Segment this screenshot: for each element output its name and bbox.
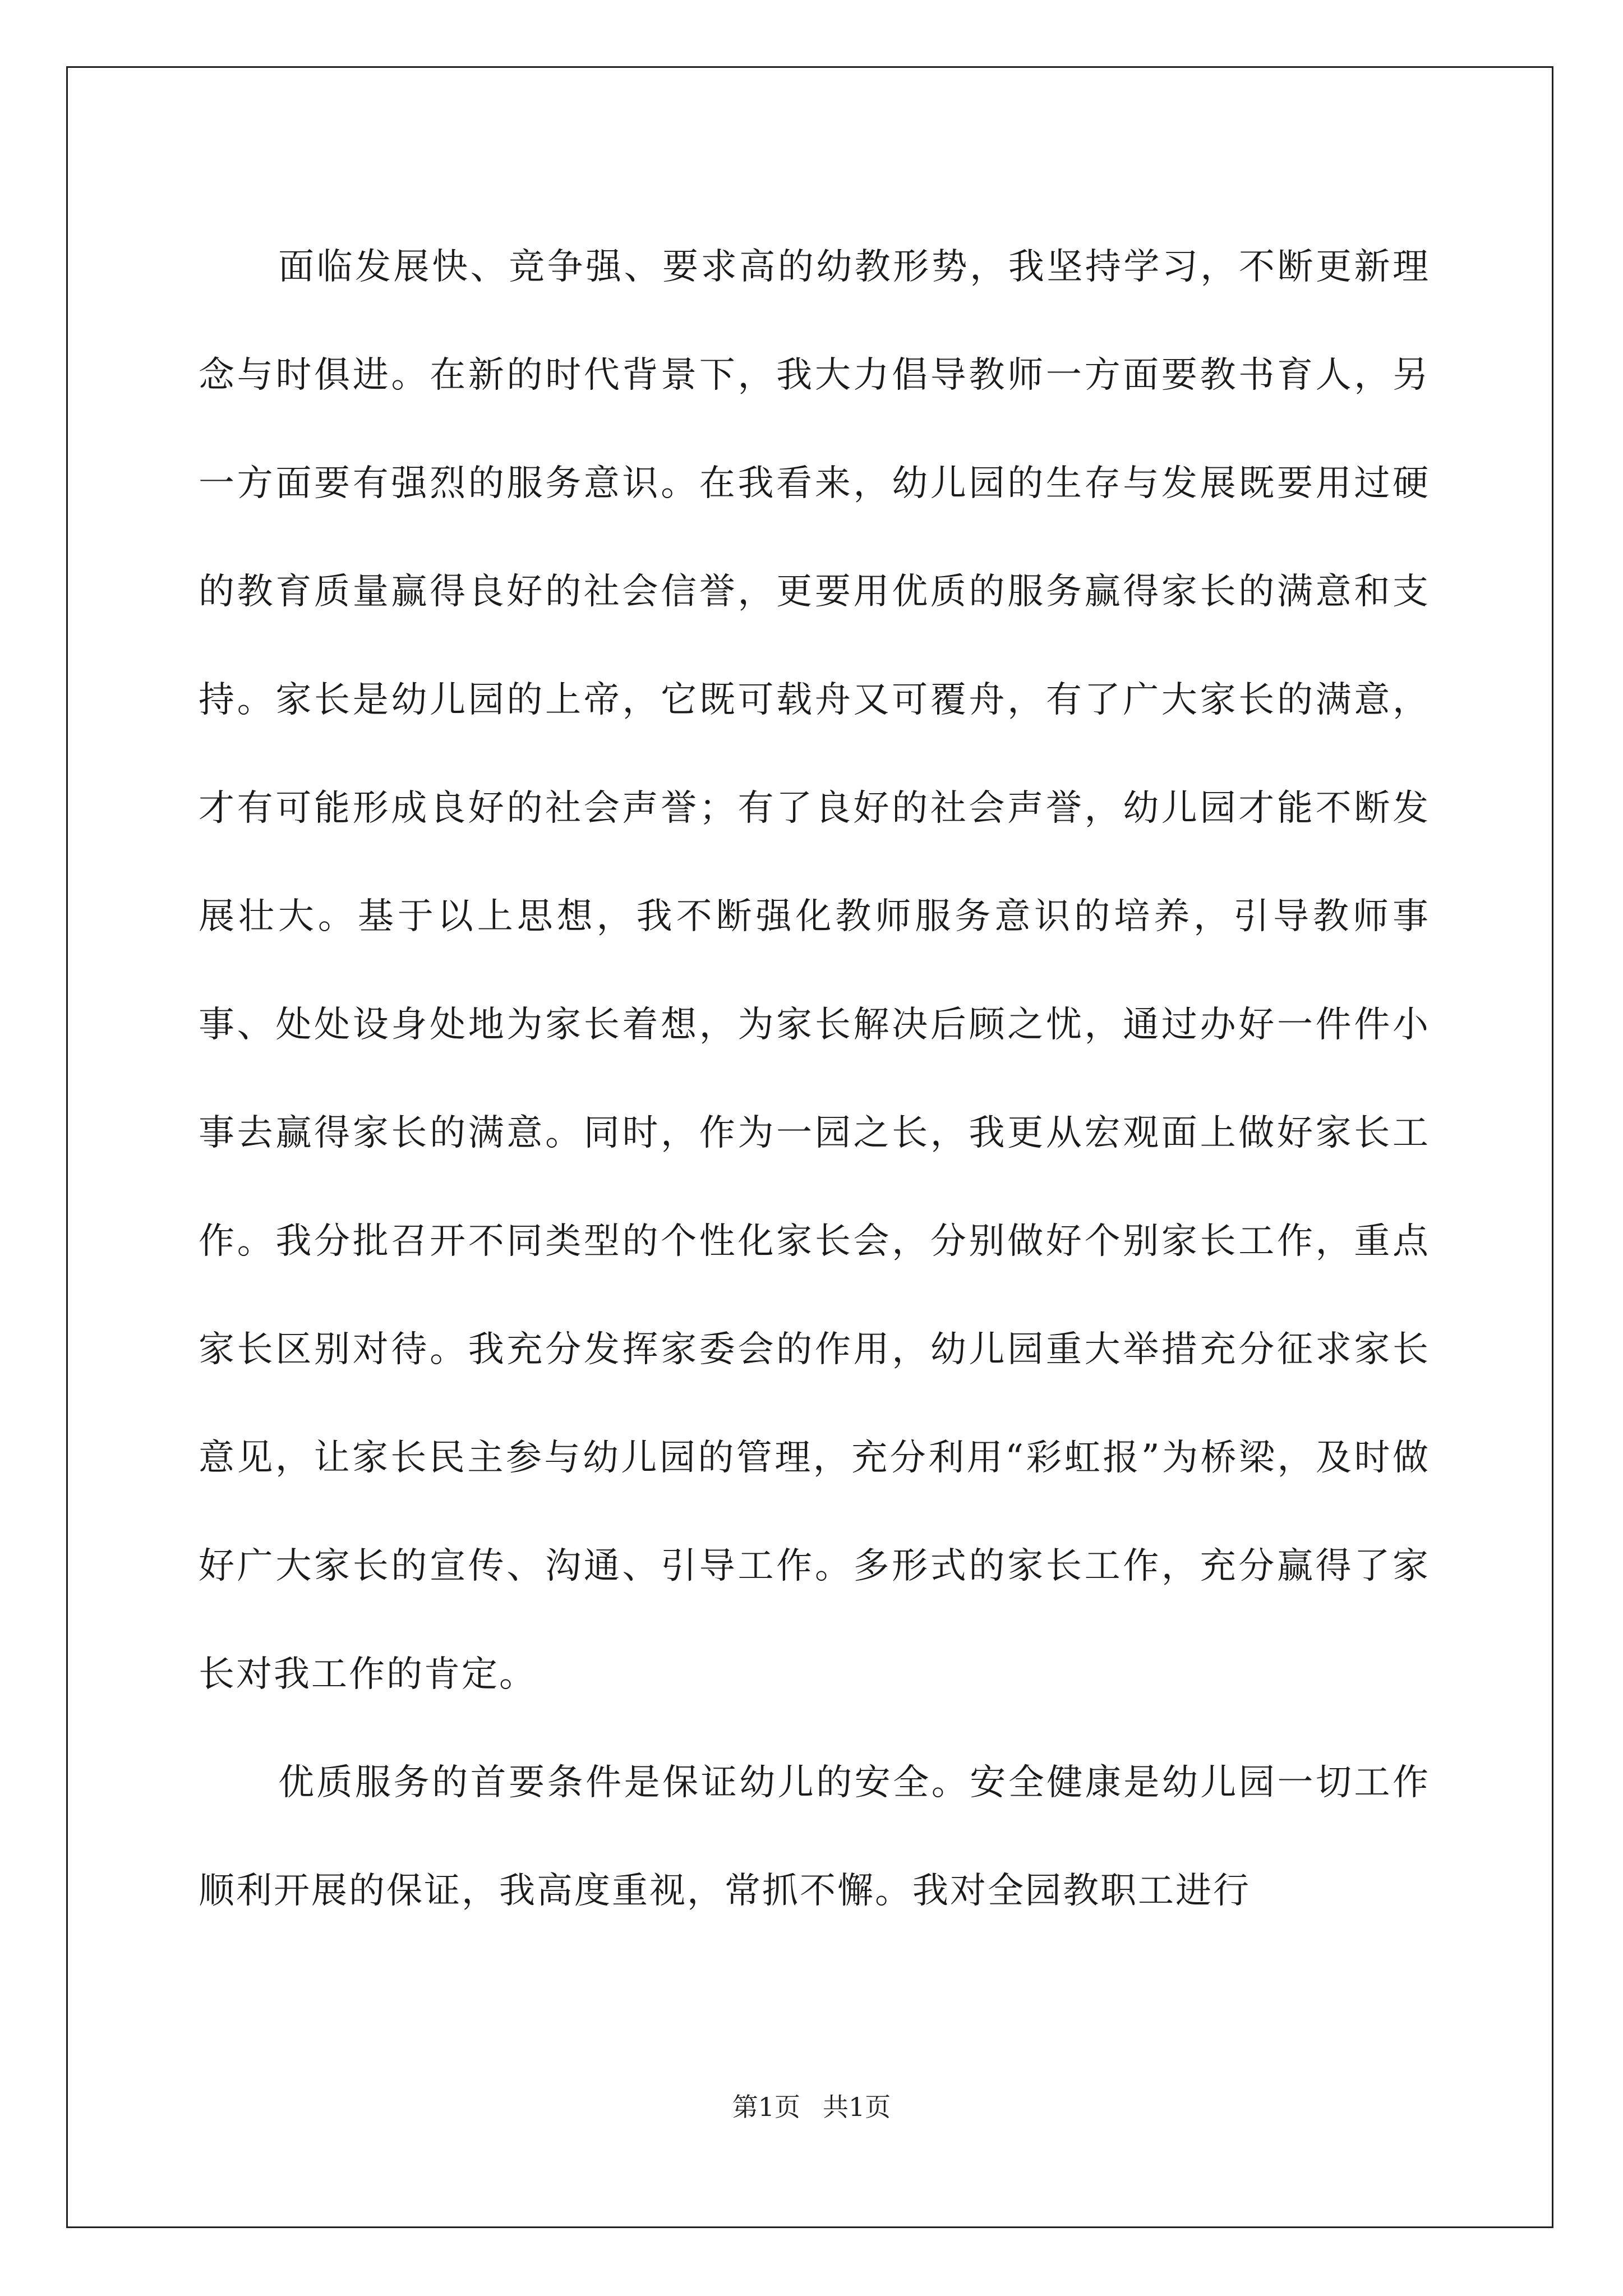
page-number: 第1页: [732, 2092, 800, 2122]
paragraph-1: 面临发展快、竞争强、要求高的幼教形势，我坚持学习，不断更新理念与时俱进。在新的时代背景下，我大力倡导教师一方面要教书育人，另一方面要有强烈的服务意识。在我看来，幼儿园的生存与发展既要用过硬的教育质量赢得良好的社会信誉，更要用优质的服务赢得家长的满意和支持。家长是幼儿园的上帝，它既可载舟又可覆舟，有了广大家长的满意，才有可能形成良好的社会声誉；有了良好的社会声誉，幼儿园才能不断发展壮大。基于以上思想，我不断强化教师服务意识的培养，引导教师事事、处处设身处地为家长着想，为家长解决后顾之忧，通过办好一件件小事去赢得家长的满意。同时，作为一园之长，我更从宏观面上做好家长工作。我分批召开不同类型的个性化家长会，分别做好个别家长工作，重点家长区别对待。我充分发挥家委会的作用，幼儿园重大举措充分征求家长意见，让家长民主参与幼儿园的管理，充分利用“彩虹报”为桥梁，及时做好广大家长的宣传、沟通、引导工作。多形式的家长工作，充分赢得了家长对我工作的肯定。: [199, 246, 1430, 1695]
page-footer: [0, 2087, 1623, 2124]
paragraph-2: 优质服务的首要条件是保证幼儿的安全。安全健康是幼儿园一切工作顺利开展的保证，我高度重视，常抓不懈。我对全园教职工进行: [199, 1762, 1430, 1912]
page-total: 共1页: [823, 2092, 891, 2122]
document-body: [199, 213, 1430, 1945]
